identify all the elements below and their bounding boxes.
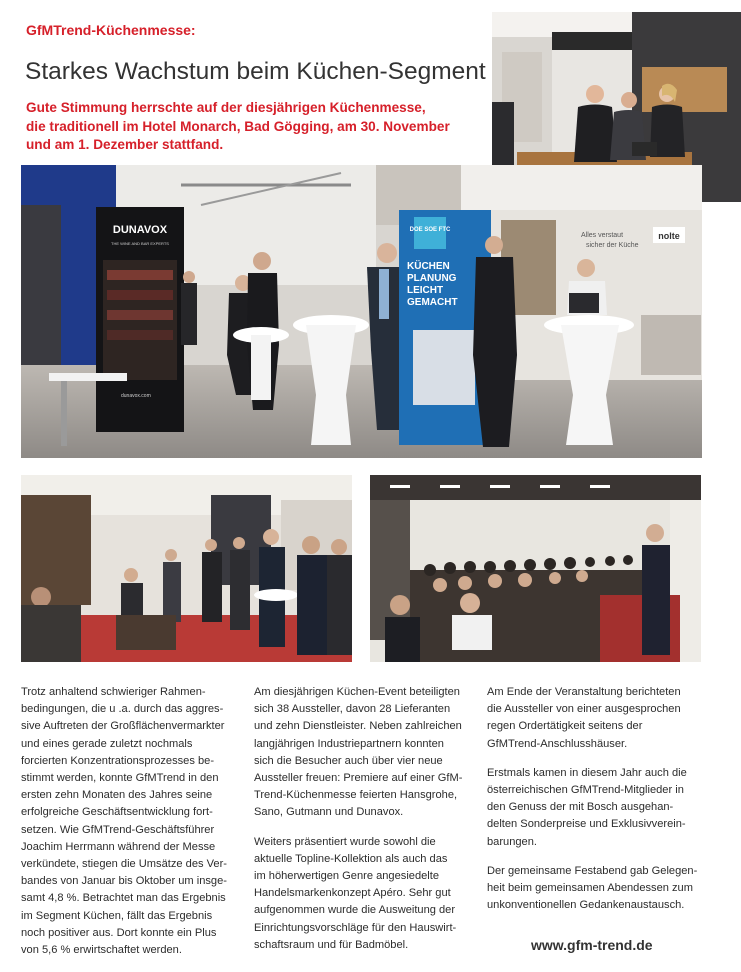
nolte-tagline-1: Alles verstaut — [581, 232, 624, 239]
text-column-2 — [254, 684, 462, 966]
text-line: langjährigen Industriepartnern konnten — [254, 737, 444, 750]
photo-exhibition-hall — [21, 165, 702, 458]
text-line: Aussteller freuen: Premiere auf einer GfM- — [254, 772, 463, 785]
text-line: sich die Besucher auch über vier neue — [254, 754, 443, 767]
dc-logo: DOE SOE FTC — [409, 227, 451, 233]
text-line: österreichischen GfMTrend-Mitglieder in — [487, 784, 684, 797]
text-line: die Aussteller von einer ausgesprochen — [487, 703, 681, 716]
text-line: bedingungen, die u .a. durch das aggres- — [21, 703, 224, 716]
dc-slogan-1: KÜCHEN — [407, 261, 450, 272]
text-line: stimmt werden, konnte GfMTrend in den — [21, 772, 219, 785]
kicker: GfMTrend-Küchenmesse: — [26, 22, 196, 38]
text-line: erfolgreiche Geschäftsentwicklung fort- — [21, 806, 213, 819]
dc-slogan-3: LEICHT — [407, 285, 444, 296]
paragraph — [254, 834, 462, 954]
paragraph — [487, 765, 695, 851]
lead-line: die traditionell im Hotel Monarch, Bad Gögging, am 30. November — [26, 118, 450, 134]
text-line: GfMTrend-Anschlusshäuser. — [487, 737, 628, 750]
dc-slogan-2: PLANUNG — [407, 273, 457, 284]
banner-url: dunavox.com — [121, 393, 151, 399]
text-line: Trend-Küchenmesse feierten Hansgrohe, — [254, 789, 458, 802]
photo-exhibition-visitors — [21, 475, 352, 662]
text-line: sive Auftreten der Großflächenvermarkter — [21, 720, 225, 733]
text-line: Einrichtungsvorschläge für den Hauswirt- — [254, 921, 457, 934]
text-column-3 — [487, 684, 698, 926]
text-line: forcierten Konzentrationsprozesses be- — [21, 754, 215, 767]
text-line: verkündete, stiegen die Umsätze des Ver- — [21, 858, 227, 871]
banner-brand: DUNAVOX — [112, 224, 168, 236]
text-line: delten Sonderpreise und Exklusivverein- — [487, 818, 686, 831]
text-line: noch positiver aus. Dort konnte ein Plus — [21, 926, 217, 939]
text-line: Der gemeinsame Festabend gab Gelegen- — [487, 864, 698, 877]
text-line: Joachim Herrmann während der Messe — [21, 840, 216, 853]
dc-slogan-4: GEMACHT — [407, 297, 458, 308]
text-line: im Segment Küchen, fällt das Ergebnis — [21, 909, 213, 922]
website-link[interactable]: www.gfm-trend.de — [531, 937, 653, 953]
text-line: heit beim gemeinsamen Abendessen zum — [487, 882, 693, 895]
text-line: schaftsraum und für Badmöbel. — [254, 938, 409, 951]
text-line: den Genuss der mit Bosch ausgehan- — [487, 801, 674, 814]
banner-sub: THE WINE AND BAR EXPERTS — [111, 241, 169, 246]
text-line: samt 4,8 %. Betrachtet man das Ergebnis — [21, 892, 226, 905]
text-line: im höherwertigen Genre angesiedelte — [254, 870, 440, 883]
text-line: Erstmals kamen in diesem Jahr auch die — [487, 766, 687, 779]
text-line: Am Ende der Veranstaltung berichteten — [487, 686, 681, 698]
text-line: Am diesjährigen Küchen-Event beteiligten — [254, 686, 460, 698]
text-line: und eines gerade zuletzt nochmals — [21, 737, 193, 750]
text-column-1 — [21, 684, 229, 971]
text-line: Sano, Gutmann und Dunavox. — [254, 806, 404, 819]
text-line: Handelsmarkenkonzept Apéro. Sehr gut — [254, 887, 451, 900]
text-line: unkonventionellen Gedankenaustausch. — [487, 899, 685, 912]
headline: Starkes Wachstum beim Küchen-Segment — [25, 58, 486, 85]
text-line: setzen. Wie GfMTrend-Geschäftsführer — [21, 823, 215, 836]
paragraph — [487, 684, 695, 753]
paragraph — [487, 863, 698, 915]
text-line: Weiters präsentiert wurde sowohl die — [254, 835, 436, 848]
nolte-logo: nolte — [658, 231, 680, 241]
text-line: Trotz anhaltend schwieriger Rahmen- — [21, 686, 206, 698]
text-line: von 5,6 % erwirtschaftet werden. — [21, 944, 182, 957]
text-line: und zehn Dienstleister. Neben zahlreichen — [254, 720, 462, 733]
lead — [26, 99, 476, 155]
text-line: aktuelle Topline-Kollektion als auch das — [254, 852, 448, 865]
text-line: sich 38 Aussteller, davon 28 Lieferanten — [254, 703, 451, 716]
paragraph — [254, 684, 462, 822]
text-line: ersten zehn Monaten des Jahres seine — [21, 789, 213, 802]
text-line: bandes von Januar bis Oktober um insge- — [21, 875, 227, 888]
lead-line: und am 1. Dezember stattfand. — [26, 137, 224, 152]
lead-line: Gute Stimmung herrschte auf der diesjährigen Küchenmesse, — [26, 100, 426, 115]
text-line: barungen. — [487, 835, 537, 848]
paragraph — [21, 684, 229, 959]
photo-audience-hall — [370, 475, 701, 662]
text-line: regen Ordertätigkeit seitens der — [487, 720, 643, 733]
text-line: aufgenommen wurde die Ausweitung der — [254, 904, 456, 917]
nolte-tagline-2: sicher der Küche — [586, 242, 639, 249]
